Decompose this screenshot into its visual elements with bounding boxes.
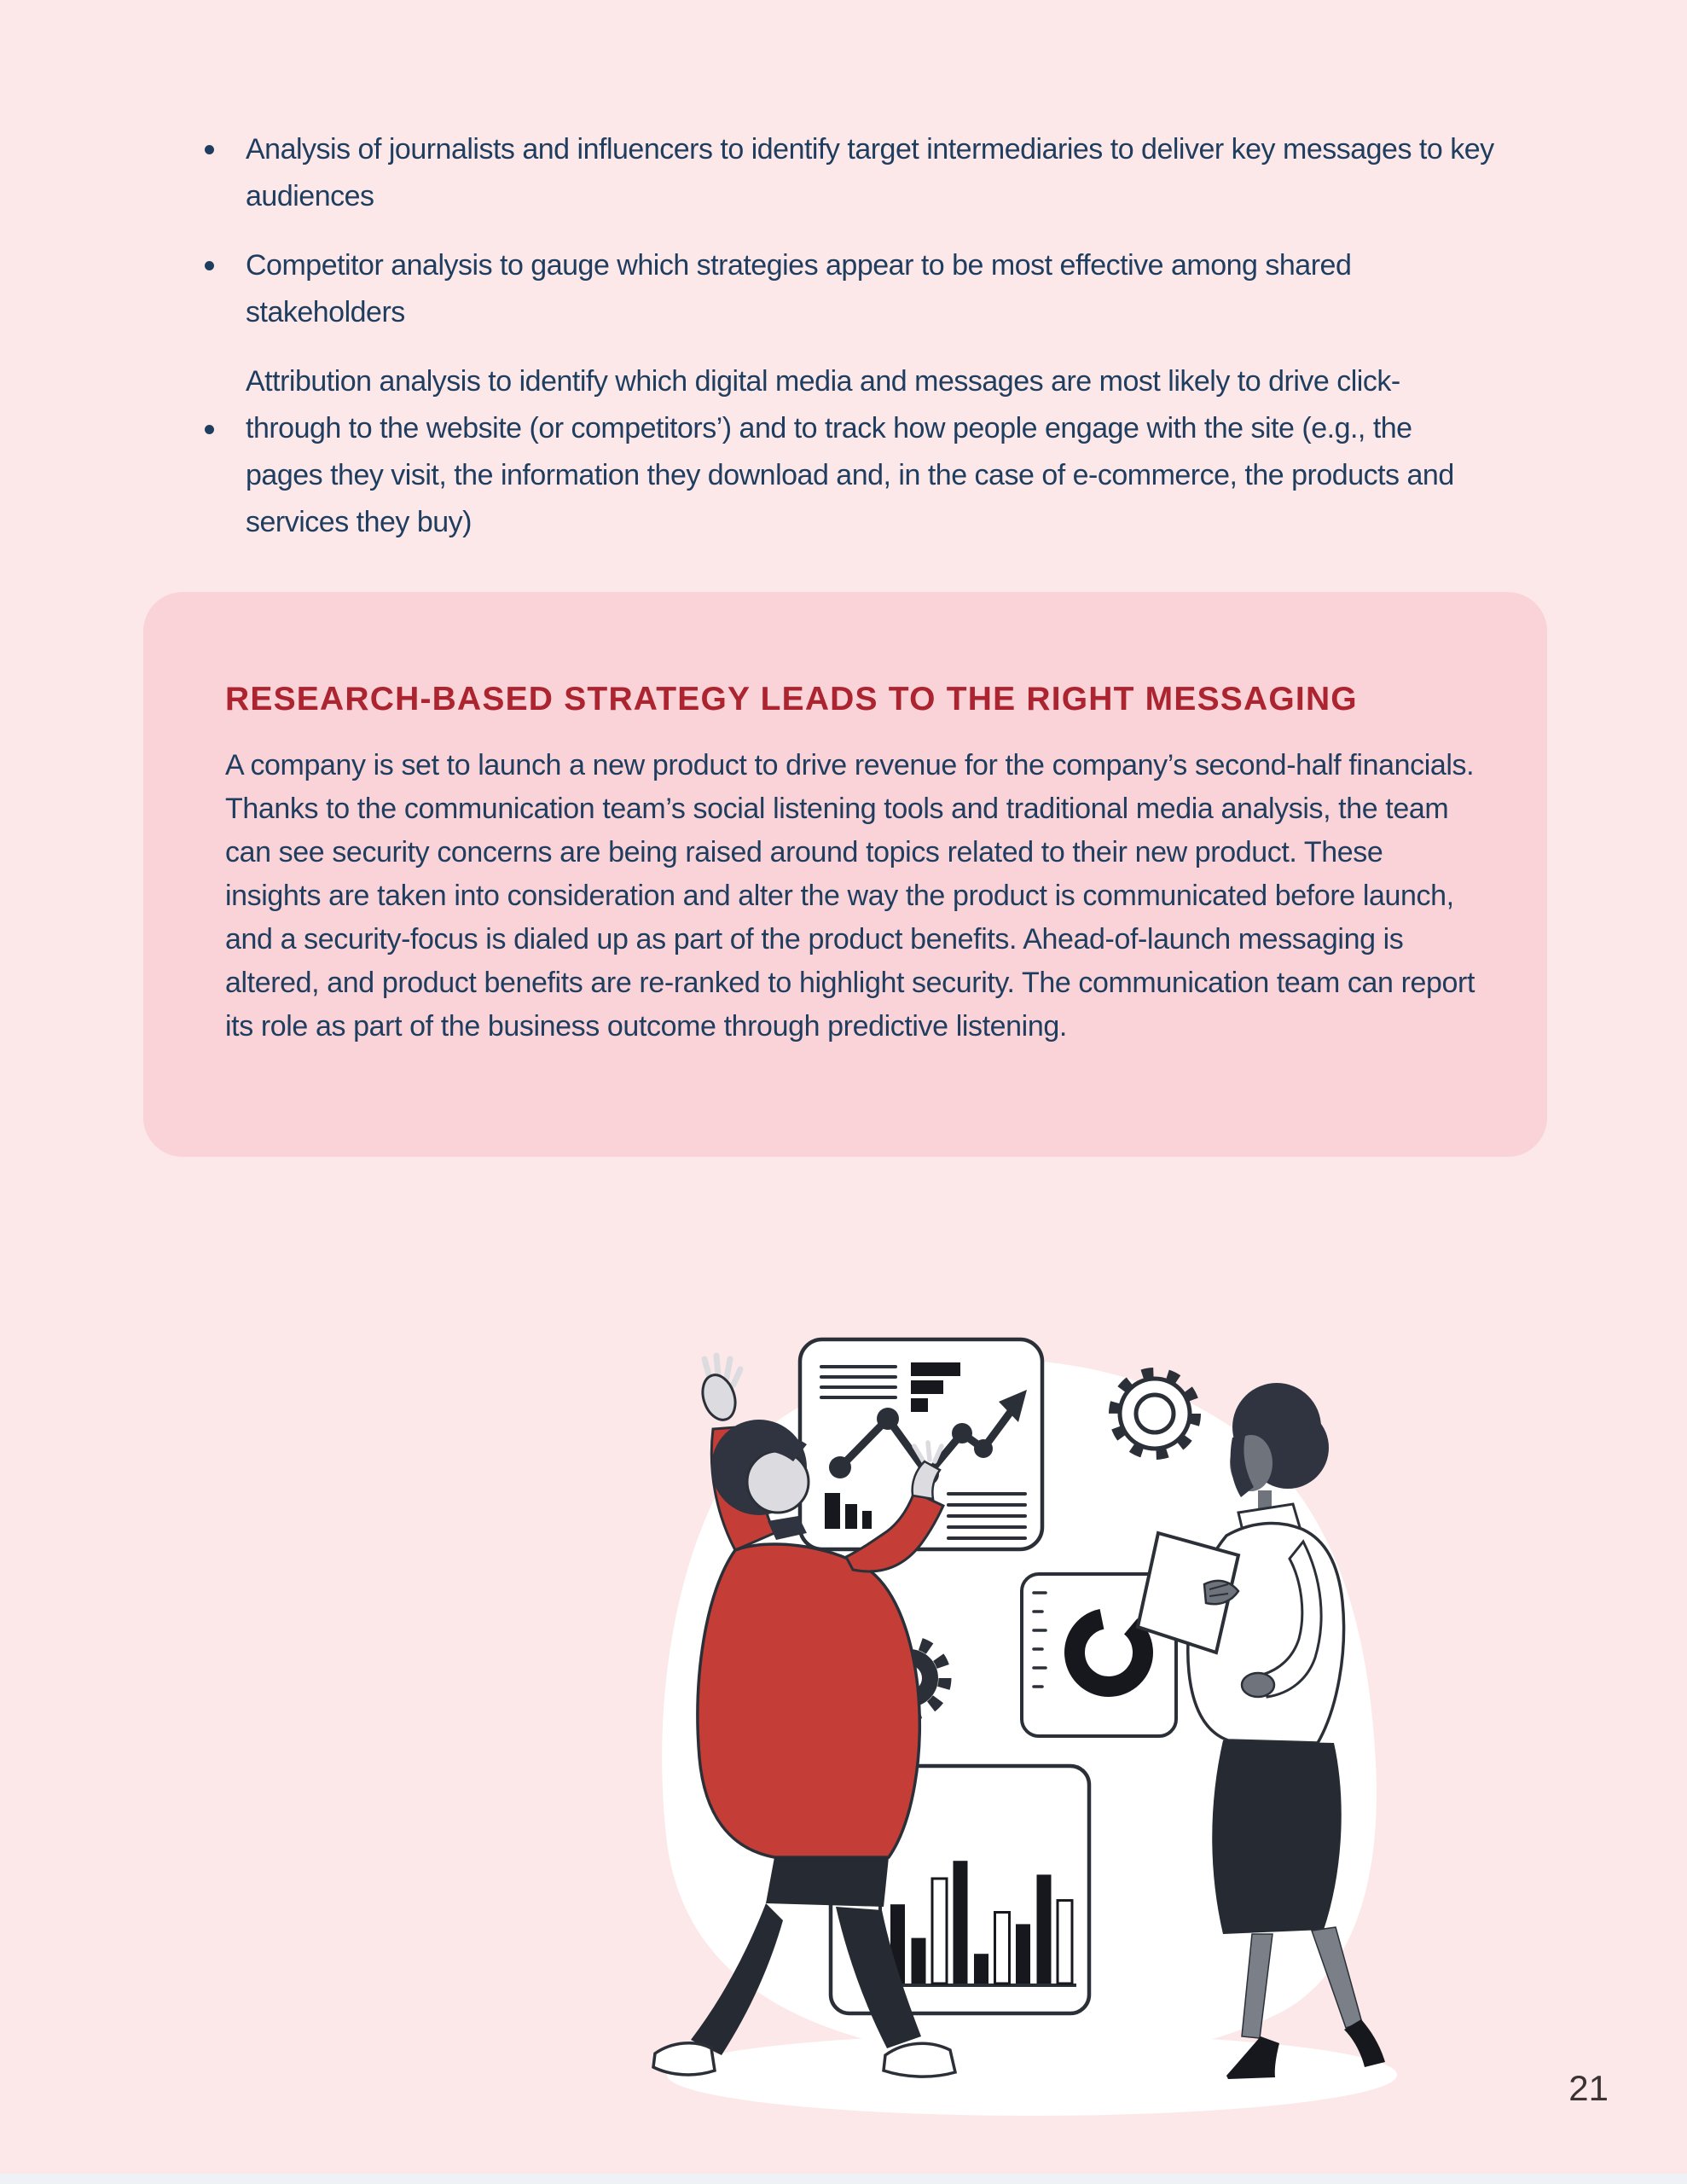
bullet-list — [198, 126, 1494, 568]
callout-box — [143, 592, 1547, 1157]
bullet-text: Attribution analysis to identify which digital media and messages are most likely to drive click-through to the website (or competitors’) and to track how people engage with the site (e.g., the pages they visit, the information they download and, in the case of e-commerce, the products and services they buy) — [246, 365, 1454, 538]
bullet-marker — [205, 425, 214, 434]
man-right-shoe — [884, 2043, 955, 2077]
woman-waist-hand — [1242, 1673, 1274, 1697]
man-left-shoe — [653, 2043, 715, 2075]
callout-heading: RESEARCH-BASED STRATEGY LEADS TO THE RIGHT MESSAGING — [225, 681, 1358, 717]
woman-skirt — [1212, 1740, 1341, 1934]
bullet-text: Analysis of journalists and influencers to identify target intermediaries to deliver key messages to key audiences — [246, 133, 1494, 212]
man-face — [747, 1451, 809, 1513]
bar — [1037, 1874, 1052, 1984]
page-bottom-edge — [0, 2174, 1687, 2184]
list-item — [198, 358, 1494, 546]
page-number: 21 — [1568, 2068, 1609, 2108]
bullet-text: Competitor analysis to gauge which strategies appear to be most effective among shared stakeholders — [246, 249, 1352, 328]
bullet-marker — [205, 261, 214, 270]
bar — [912, 1938, 926, 1984]
callout-body-text: A company is set to launch a new product to drive revenue for the company’s second-half financials. Thanks to the communication team’s social listening tools and traditional media analysis, the team can see security concerns are being raised around topics related to their new product. These insights are taken into consideration and alter the way the product is communicated before launch, and a security-focus is dialed up as part of the product benefits. Ahead-of-launch messaging is altered, and product benefits are re-ranked to highlight security. The communication team can report its role as part of the business outcome through predictive listening. — [225, 749, 1475, 1043]
list-item — [198, 126, 1494, 220]
bar — [1016, 1924, 1030, 1984]
man-torso — [698, 1544, 919, 1857]
bullet-marker — [205, 145, 214, 154]
illustration-people-analyzing-charts — [631, 1310, 1399, 2133]
bar — [954, 1861, 968, 1984]
bar — [974, 1954, 988, 1984]
man-raised-hand — [698, 1356, 741, 1424]
list-item — [198, 242, 1494, 336]
bar — [932, 1879, 947, 1984]
bar — [1058, 1901, 1072, 1984]
bar — [995, 1913, 1010, 1984]
man-hips — [766, 1857, 889, 1907]
ground-shadow-ellipse — [667, 2034, 1397, 2116]
